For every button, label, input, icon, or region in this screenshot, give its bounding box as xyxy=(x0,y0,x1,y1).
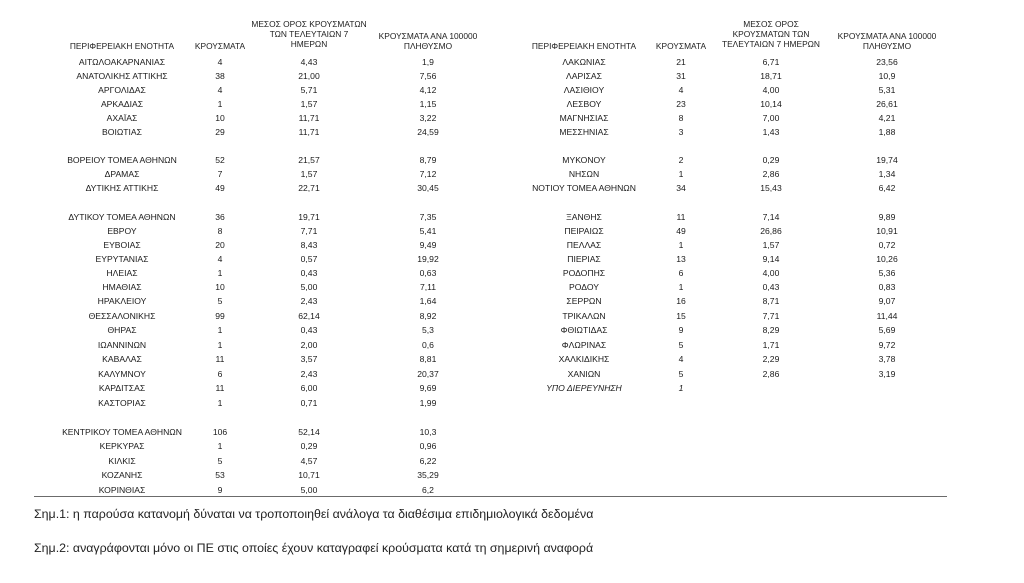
cell-cases: 21 xyxy=(676,57,686,67)
cell-region: ΦΘΙΩΤΙΔΑΣ xyxy=(560,325,608,335)
cell-cases: 1 xyxy=(217,268,223,278)
cell-per100k: 5,31 xyxy=(878,85,896,95)
cell-per100k: 10,26 xyxy=(876,254,898,264)
cell-per100k: 7,11 xyxy=(419,282,437,292)
cell-avg: 1,71 xyxy=(762,340,780,350)
table-row xyxy=(0,125,1024,139)
cell-per100k: 5,69 xyxy=(878,325,896,335)
cell-avg: 4,57 xyxy=(300,456,318,466)
cell-region: ΠΙΕΡΙΑΣ xyxy=(567,254,601,264)
table-row xyxy=(0,252,1024,266)
cell-per100k: 1,34 xyxy=(878,169,896,179)
cell-avg: 8,71 xyxy=(762,296,780,306)
cell-region: ΚΟΖΑΝΗΣ xyxy=(101,470,143,480)
cell-per100k: 9,49 xyxy=(419,240,437,250)
cell-per100k: 6,42 xyxy=(878,183,896,193)
cell-cases: 99 xyxy=(215,311,225,321)
cell-per100k: 30,45 xyxy=(417,183,439,193)
cell-cases: 9 xyxy=(678,325,684,335)
cell-region: ΚΑΡΔΙΤΣΑΣ xyxy=(98,383,146,393)
cell-per100k: 19,92 xyxy=(417,254,439,264)
cell-avg: 7,00 xyxy=(762,113,780,123)
cell-per100k: 0,96 xyxy=(419,441,437,451)
cell-cases: 11 xyxy=(676,212,686,222)
table-row xyxy=(0,181,1024,195)
cell-region: ΒΟΙΩΤΙΑΣ xyxy=(102,127,142,137)
cell-region: ΚΕΡΚΥΡΑΣ xyxy=(99,441,145,451)
right-header-region: ΠΕΡΙΦΕΡΕΙΑΚΗ ΕΝΟΤΗΤΑ xyxy=(531,41,637,51)
table-row xyxy=(0,153,1024,167)
cell-avg: 10,71 xyxy=(298,470,320,480)
cell-cases: 1 xyxy=(678,169,684,179)
cell-avg: 8,43 xyxy=(300,240,318,250)
cell-region: ΕΥΡΥΤΑΝΙΑΣ xyxy=(95,254,149,264)
cell-avg: 7,71 xyxy=(762,311,780,321)
cell-per100k: 0,83 xyxy=(878,282,896,292)
table-row xyxy=(0,323,1024,337)
cell-cases: 11 xyxy=(215,383,225,393)
cell-avg: 0,43 xyxy=(300,268,318,278)
cell-cases: 5 xyxy=(678,340,684,350)
cell-per100k: 7,12 xyxy=(419,169,437,179)
cell-per100k: 1,9 xyxy=(422,57,434,67)
cell-per100k: 10,91 xyxy=(876,226,898,236)
table-row xyxy=(0,294,1024,308)
cell-cases: 36 xyxy=(215,212,225,222)
left-header-per100k-line-1: ΚΡΟΥΣΜΑΤΑ ΑΝΑ 100000 xyxy=(378,31,478,41)
table-row xyxy=(0,439,1024,453)
table-row xyxy=(0,83,1024,97)
cell-region: ΜΥΚΟΝΟΥ xyxy=(562,155,606,165)
cell-avg: 6,71 xyxy=(762,57,780,67)
cell-per100k: 9,89 xyxy=(878,212,896,222)
cell-cases: 1 xyxy=(217,99,223,109)
cell-cases: 10 xyxy=(215,282,225,292)
cell-region: ΑΧΑΪΑΣ xyxy=(106,113,138,123)
cell-cases: 31 xyxy=(676,71,686,81)
cell-avg: 2,00 xyxy=(300,340,318,350)
cell-avg: 11,71 xyxy=(298,127,320,137)
right-header-avg-line-1: ΜΕΣΟΣ ΟΡΟΣ xyxy=(743,19,799,29)
cell-per100k: 26,61 xyxy=(876,99,898,109)
cell-per100k: 10,3 xyxy=(419,427,437,437)
cell-region: ΚΟΡΙΝΘΙΑΣ xyxy=(98,485,146,495)
cell-avg: 0,43 xyxy=(300,325,318,335)
table-row xyxy=(0,352,1024,366)
note-1: Σημ.1: η παρούσα κατανομή δύναται να τροποποιηθεί ανάλογα τα διαθέσιμα επιδημιολογικά δεδομένα xyxy=(34,507,594,521)
cell-cases: 9 xyxy=(217,485,223,495)
cell-region: ΝΗΣΩΝ xyxy=(568,169,600,179)
cell-per100k: 10,9 xyxy=(878,71,896,81)
cell-avg: 3,57 xyxy=(300,354,318,364)
cell-region: ΔΡΑΜΑΣ xyxy=(104,169,140,179)
cell-cases: 4 xyxy=(217,254,223,264)
cell-cases: 1 xyxy=(217,340,223,350)
divider-line xyxy=(34,496,947,497)
left-header-per100k-line-2: ΠΛΗΘΥΣΜΟ xyxy=(403,41,453,51)
cell-per100k: 0,6 xyxy=(422,340,434,350)
cell-cases: 3 xyxy=(678,127,684,137)
cell-cases: 4 xyxy=(217,57,223,67)
cell-region: ΦΛΩΡΙΝΑΣ xyxy=(561,340,607,350)
cell-region: ΡΟΔΟΥ xyxy=(569,282,599,292)
table-row xyxy=(0,238,1024,252)
note-2: Σημ.2: αναγράφονται μόνο οι ΠΕ στις οποίες έχουν καταγραφεί κρούσματα κατά τη σημερινή αναφορά xyxy=(34,541,594,555)
cell-region: ΙΩΑΝΝΙΝΩΝ xyxy=(97,340,147,350)
cell-region: ΜΑΓΝΗΣΙΑΣ xyxy=(559,113,609,123)
cell-cases: 8 xyxy=(217,226,223,236)
cell-region: ΕΒΡΟΥ xyxy=(107,226,137,236)
cell-region: ΧΑΛΚΙΔΙΚΗΣ xyxy=(558,354,610,364)
cell-cases: 4 xyxy=(678,354,684,364)
cell-cases: 1 xyxy=(217,398,223,408)
cell-avg: 7,14 xyxy=(762,212,780,222)
table-row xyxy=(0,381,1024,395)
table-row xyxy=(0,55,1024,69)
cell-region: ΚΙΛΚΙΣ xyxy=(108,456,136,466)
cell-region: ΒΟΡΕΙΟΥ ΤΟΜΕΑ ΑΘΗΝΩΝ xyxy=(67,155,177,165)
table-row xyxy=(0,309,1024,323)
cell-avg: 4,00 xyxy=(762,268,780,278)
cell-region: ΥΠΟ ΔΙΕΡΕΥΝΗΣΗ xyxy=(546,383,622,393)
cell-avg: 15,43 xyxy=(760,183,782,193)
cell-cases: 49 xyxy=(676,226,686,236)
cell-avg: 5,71 xyxy=(300,85,318,95)
cell-per100k: 6,2 xyxy=(422,485,434,495)
cell-per100k: 19,74 xyxy=(876,155,898,165)
cell-cases: 1 xyxy=(678,240,684,250)
cell-avg: 1,57 xyxy=(300,169,318,179)
cell-per100k: 5,36 xyxy=(878,268,896,278)
cell-cases: 7 xyxy=(217,169,223,179)
right-header-per100k-line-2: ΠΛΗΘΥΣΜΟ xyxy=(862,41,912,51)
table-row xyxy=(0,266,1024,280)
cell-per100k: 3,22 xyxy=(419,113,437,123)
table-row xyxy=(0,483,1024,497)
table-row xyxy=(0,367,1024,381)
cell-cases: 6 xyxy=(678,268,684,278)
cell-per100k: 0,63 xyxy=(419,268,437,278)
right-header-cases: ΚΡΟΥΣΜΑΤΑ xyxy=(655,41,707,51)
cell-avg: 5,00 xyxy=(300,282,318,292)
cell-cases: 34 xyxy=(676,183,686,193)
cell-avg: 26,86 xyxy=(760,226,782,236)
left-header-avg-line-3: ΗΜΕΡΩΝ xyxy=(290,39,328,49)
cell-avg: 52,14 xyxy=(298,427,320,437)
cell-cases: 6 xyxy=(217,369,223,379)
right-header-per100k-line-1: ΚΡΟΥΣΜΑΤΑ ΑΝΑ 100000 xyxy=(837,31,937,41)
table-row xyxy=(0,224,1024,238)
table-row xyxy=(0,69,1024,83)
cell-per100k: 5,3 xyxy=(422,325,434,335)
cell-avg: 4,00 xyxy=(762,85,780,95)
cell-cases: 5 xyxy=(678,369,684,379)
cell-region: ΑΝΑΤΟΛΙΚΗΣ ΑΤΤΙΚΗΣ xyxy=(76,71,168,81)
cell-avg: 21,57 xyxy=(298,155,320,165)
left-header-cases: ΚΡΟΥΣΜΑΤΑ xyxy=(194,41,246,51)
table-row xyxy=(0,468,1024,482)
cell-cases: 16 xyxy=(676,296,686,306)
cell-avg: 5,00 xyxy=(300,485,318,495)
cell-cases: 1 xyxy=(217,441,223,451)
cell-avg: 0,29 xyxy=(300,441,318,451)
cell-cases: 49 xyxy=(215,183,225,193)
cell-avg: 8,29 xyxy=(762,325,780,335)
left-header-avg-line-2: ΤΩΝ ΤΕΛΕΥΤΑΙΩΝ 7 xyxy=(269,29,349,39)
cell-region: ΤΡΙΚΑΛΩΝ xyxy=(562,311,606,321)
cell-avg: 0,29 xyxy=(762,155,780,165)
cell-per100k: 8,92 xyxy=(419,311,437,321)
cell-cases: 5 xyxy=(217,456,223,466)
cell-cases: 53 xyxy=(215,470,225,480)
cell-per100k: 1,99 xyxy=(419,398,437,408)
cell-region: ΑΡΚΑΔΙΑΣ xyxy=(100,99,144,109)
cell-region: ΗΡΑΚΛΕΙΟΥ xyxy=(97,296,147,306)
table-row xyxy=(0,167,1024,181)
cell-avg: 2,86 xyxy=(762,369,780,379)
cell-avg: 19,71 xyxy=(298,212,320,222)
cell-region: ΔΥΤΙΚΗΣ ΑΤΤΙΚΗΣ xyxy=(85,183,159,193)
cell-cases: 13 xyxy=(676,254,686,264)
cell-cases: 106 xyxy=(212,427,228,437)
cell-avg: 0,57 xyxy=(300,254,318,264)
cell-per100k: 4,21 xyxy=(878,113,896,123)
cell-cases: 4 xyxy=(678,85,684,95)
cell-cases: 1 xyxy=(217,325,223,335)
cell-cases: 52 xyxy=(215,155,225,165)
cell-cases: 20 xyxy=(215,240,225,250)
table-row xyxy=(0,338,1024,352)
cell-region: ΛΑΚΩΝΙΑΣ xyxy=(562,57,606,67)
cell-avg: 6,00 xyxy=(300,383,318,393)
left-header-avg xyxy=(250,19,368,49)
cell-region: ΠΕΙΡΑΙΩΣ xyxy=(564,226,604,236)
cell-region: ΠΕΛΛΑΣ xyxy=(566,240,602,250)
cell-region: ΚΑΛΥΜΝΟΥ xyxy=(98,369,146,379)
table-row xyxy=(0,210,1024,224)
cell-region: ΗΜΑΘΙΑΣ xyxy=(102,282,142,292)
cell-cases: 15 xyxy=(676,311,686,321)
cell-region: ΧΑΝΙΩΝ xyxy=(567,369,601,379)
cell-avg: 62,14 xyxy=(298,311,320,321)
cell-per100k: 9,72 xyxy=(878,340,896,350)
table-row xyxy=(0,454,1024,468)
cell-region: ΚΑΒΑΛΑΣ xyxy=(102,354,142,364)
right-header-avg-line-2: ΚΡΟΥΣΜΑΤΩΝ ΤΩΝ xyxy=(732,29,810,39)
cell-per100k: 1,64 xyxy=(419,296,437,306)
cell-region: ΣΕΡΡΩΝ xyxy=(566,296,602,306)
cell-cases: 23 xyxy=(676,99,686,109)
cell-region: ΑΡΓΟΛΙΔΑΣ xyxy=(98,85,146,95)
cell-per100k: 20,37 xyxy=(417,369,439,379)
cell-per100k: 9,07 xyxy=(878,296,896,306)
cell-avg: 9,14 xyxy=(762,254,780,264)
cell-avg: 21,00 xyxy=(298,71,320,81)
cell-region: ΚΑΣΤΟΡΙΑΣ xyxy=(98,398,146,408)
left-header-avg-line-1: ΜΕΣΟΣ ΟΡΟΣ ΚΡΟΥΣΜΑΤΩΝ xyxy=(251,19,367,29)
table-row xyxy=(0,111,1024,125)
right-header-per100k xyxy=(826,31,948,51)
table-row xyxy=(0,425,1024,439)
cell-cases: 29 xyxy=(215,127,225,137)
cell-region: ΡΟΔΟΠΗΣ xyxy=(562,268,606,278)
cell-avg: 22,71 xyxy=(298,183,320,193)
cell-avg: 2,43 xyxy=(300,369,318,379)
cell-region: ΝΟΤΙΟΥ ΤΟΜΕΑ ΑΘΗΝΩΝ xyxy=(532,183,636,193)
cell-avg: 10,14 xyxy=(760,99,782,109)
cell-avg: 2,43 xyxy=(300,296,318,306)
cell-avg: 2,86 xyxy=(762,169,780,179)
cell-cases: 38 xyxy=(215,71,225,81)
cell-avg: 1,57 xyxy=(300,99,318,109)
cell-per100k: 4,12 xyxy=(419,85,437,95)
cell-region: ΔΥΤΙΚΟΥ ΤΟΜΕΑ ΑΘΗΝΩΝ xyxy=(68,212,176,222)
cell-region: ΛΑΣΙΘΙΟΥ xyxy=(563,85,605,95)
cell-per100k: 1,88 xyxy=(878,127,896,137)
cell-per100k: 24,59 xyxy=(417,127,439,137)
cell-avg: 0,71 xyxy=(300,398,318,408)
left-header-region: ΠΕΡΙΦΕΡΕΙΑΚΗ ΕΝΟΤΗΤΑ xyxy=(69,41,175,51)
cell-cases: 4 xyxy=(217,85,223,95)
cell-per100k: 5,41 xyxy=(419,226,437,236)
cell-cases: 1 xyxy=(678,282,684,292)
table-row xyxy=(0,396,1024,410)
cell-region: ΗΛΕΙΑΣ xyxy=(106,268,138,278)
cell-per100k: 7,35 xyxy=(419,212,437,222)
table-row xyxy=(0,280,1024,294)
cell-per100k: 0,72 xyxy=(878,240,896,250)
cell-region: ΑΙΤΩΛΟΑΚΑΡΝΑΝΙΑΣ xyxy=(78,57,166,67)
cell-region: ΘΕΣΣΑΛΟΝΙΚΗΣ xyxy=(88,311,156,321)
cell-avg: 4,43 xyxy=(300,57,318,67)
cell-region: ΕΥΒΟΙΑΣ xyxy=(103,240,141,250)
cell-avg: 0,43 xyxy=(762,282,780,292)
cell-region: ΞΑΝΘΗΣ xyxy=(566,212,602,222)
cell-region: ΛΑΡΙΣΑΣ xyxy=(566,71,602,81)
cell-cases: 1 xyxy=(678,383,684,393)
cell-per100k: 8,79 xyxy=(419,155,437,165)
cell-per100k: 23,56 xyxy=(876,57,898,67)
cell-region: ΘΗΡΑΣ xyxy=(107,325,137,335)
cell-avg: 18,71 xyxy=(760,71,782,81)
cell-per100k: 7,56 xyxy=(419,71,437,81)
cell-avg: 11,71 xyxy=(298,113,320,123)
right-header-avg xyxy=(712,19,830,49)
cell-per100k: 11,44 xyxy=(876,311,898,321)
cell-avg: 2,29 xyxy=(762,354,780,364)
left-header-per100k xyxy=(368,31,488,51)
cell-cases: 8 xyxy=(678,113,684,123)
cell-avg: 1,57 xyxy=(762,240,780,250)
table-row xyxy=(0,97,1024,111)
cell-per100k: 3,19 xyxy=(878,369,896,379)
cell-cases: 10 xyxy=(215,113,225,123)
cell-per100k: 9,69 xyxy=(419,383,437,393)
cell-per100k: 6,22 xyxy=(419,456,437,466)
cell-per100k: 1,15 xyxy=(419,99,437,109)
cell-per100k: 3,78 xyxy=(878,354,896,364)
cell-cases: 5 xyxy=(217,296,223,306)
right-header-avg-line-3: ΤΕΛΕΥΤΑΙΩΝ 7 ΗΜΕΡΩΝ xyxy=(721,39,820,49)
cell-cases: 2 xyxy=(678,155,684,165)
cell-region: ΜΕΣΣΗΝΙΑΣ xyxy=(559,127,609,137)
cell-per100k: 35,29 xyxy=(417,470,439,480)
cell-region: ΚΕΝΤΡΙΚΟΥ ΤΟΜΕΑ ΑΘΗΝΩΝ xyxy=(62,427,182,437)
cell-avg: 1,43 xyxy=(762,127,780,137)
cell-avg: 7,71 xyxy=(300,226,318,236)
cell-cases: 11 xyxy=(215,354,225,364)
cell-per100k: 8,81 xyxy=(419,354,437,364)
cell-region: ΛΕΣΒΟΥ xyxy=(566,99,602,109)
